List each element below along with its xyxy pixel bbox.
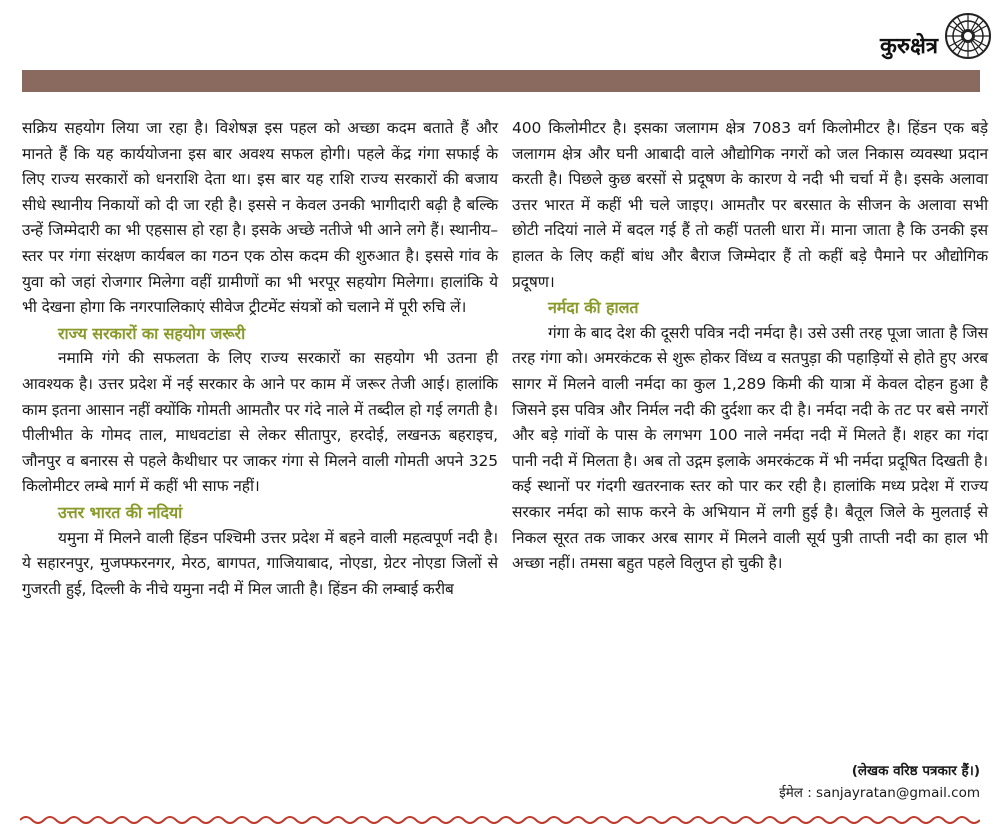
author-signoff [779,760,980,804]
paragraph: नमामि गंगे की सफलता के लिए राज्य सरकारों का सहयोग भी उतना ही आवश्यक है। उत्तर प्रदेश में नई सरकार के आने पर काम में जरूर तेजी आई। हालांकि काम इतना आसान नहीं क्योंकि गोमती आमतौर पर गंदे नाले में तब्दील हो गई लगती है। पीलीभीत के गोमद ताल, माधवटांडा से लेकर सीतापुर, हरदोई, लखनऊ बहराइच, जौनपुर व बनारस से पहले कैथीधार पर जाकर गंगा से मिलने वाली गोमती अपने 325 किलोमीटर लम्बे मार्ग में कहीं भी साफ नहीं। [22,349,498,496]
paragraph: यमुना में मिलने वाली हिंडन पश्चिमी उत्तर प्रदेश में बहने वाली महत्वपूर्ण नदी है। ये सहारनपुर, मुजफ्फरनगर, मेरठ, बागपत, गाजियाबाद, नोएडा, ग्रेटर नोएडा जिलों से गुजरती हुई, दिल्ली के नीचे यमुना नदी में मिल जाती है। हिंडन की लम्बाई करीब [22,528,498,598]
right-column [512,116,988,577]
author-email: ईमेल : sanjayratan@gmail.com [779,785,980,801]
chakra-emblem-icon [944,12,992,60]
footer-wave-decoration [20,813,980,827]
left-column [22,116,498,602]
author-note: (लेखक वरिष्ठ पत्रकार हैं।) [851,763,980,779]
masthead-bar [22,70,980,92]
magazine-title: कुरुक्षेत्र [880,34,938,59]
section-heading: नर्मदा की हालत [548,298,639,318]
paragraph: गंगा के बाद देश की दूसरी पवित्र नदी नर्मदा है। उसे उसी तरह पूजा जाता है जिस तरह गंगा को। अमरकंटक से शुरू होकर विंध्य व सतपुड़ा की पहाड़ियों से होते हुए अरब सागर में मिलने वाली नर्मदा का कुल 1,289 किमी की यात्रा में केवल दोहन हुआ है जिसने इस पवित्र और निर्मल नदी की दुर्दशा कर दी है। नर्मदा नदी के तट पर बसे नगरों और बड़े गांवों के पास के लगभग 100 नाले नर्मदा नदी में मिलते हैं। शहर का गंदा पानी नदी में मिलता है। अब तो उद्गम इलाके अमरकंटक में भी नर्मदा प्रदूषित दिखती है। कई स्थानों पर गंदगी खतरनाक स्तर को पार कर रही है। हालांकि मध्य प्रदेश में राज्य सरकार नर्मदा को साफ करने के अभियान में लगी हुई है। बैतूल जिले के मुलताई से निकल सूरत तक जाकर अरब सागर में मिलने वाली सूर्य पुत्री ताप्ती नदी का हाल भी अच्छा नहीं। तमसा बहुत पहले विलुप्त हो चुकी है। [512,323,988,573]
section-heading: उत्तर भारत की नदियां [58,502,183,522]
section-heading: राज्य सरकारों का सहयोग जरूरी [58,323,246,343]
paragraph: सक्रिय सहयोग लिया जा रहा है। विशेषज्ञ इस पहल को अच्छा कदम बताते हैं और मानते हैं कि यह कार्ययोजना इस बार अवश्य सफल होगी। पहले केंद्र गंगा सफाई के लिए राज्य सरकारों को धनराशि देता था। इस बार यह राशि राज्य सरकारों की बजाय सीधे स्थानीय निकायों को दी जा रही है। इससे न केवल उनकी भागीदारी बढ़ी है बल्कि उन्हें जिम्मेदारी का भी एहसास हो रहा है। इसके अच्छे नतीजे भी आने लगे हैं। स्थानीय–स्तर पर गंगा संरक्षण कार्यबल का गठन एक ठोस कदम की शुरुआत है। इससे गांव के युवा को जहां रोजगार मिलेगा वहीं ग्रामीणों का भी भरपूर सहयोग मिलेगा। हालांकि ये भी देखना होगा कि नगरपालिकाएं सीवेज ट्रीटमेंट संयत्रों को चलाने में पूरी रुचि लें। [22,119,498,317]
paragraph: 400 किलोमीटर है। इसका जलागम क्षेत्र 7083 वर्ग किलोमीटर है। हिंडन एक बड़े जलागम क्षेत्र और घनी आबादी वाले औद्योगिक नगरों को जल निकास व्यवस्था प्रदान करती है। पिछले कुछ बरसों से प्रदूषण के कारण ये नदी भी चर्चा में है। इसके अलावा उत्तर भारत में कहीं भी चले जाइए। आमतौर पर बरसात के सीजन के अलावा सभी छोटी नदियां नाले में बदल गई हैं तो कहीं पतली धारा में। माना जाता है कि उनकी इस हालत के लिए कहीं बांध और बैराज जिम्मेदार हैं तो कहीं बड़े पैमाने पर औद्योगिक प्रदूषण। [512,119,988,291]
